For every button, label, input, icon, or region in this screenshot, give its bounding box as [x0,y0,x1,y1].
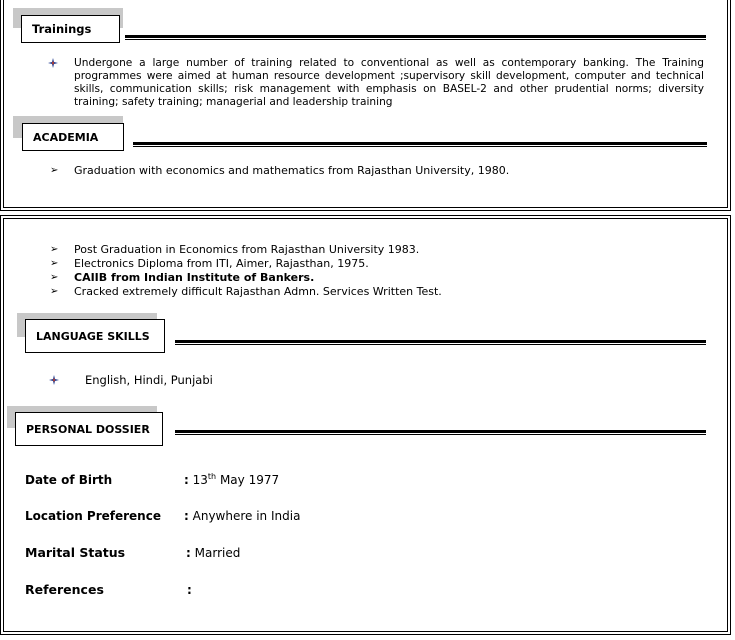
arrow-bullet-icon: ➢ [50,286,59,297]
arrow-bullet-icon: ➢ [50,258,59,269]
star-bullet-icon [49,375,59,385]
language-item: English, Hindi, Punjabi [85,373,213,387]
academia-item-graduation: Graduation with economics and mathematics from Rajasthan University, 1980. [74,164,510,177]
marital-separator: : [186,546,191,560]
academia-item-diploma: Electronics Diploma from ITI, Aimer, Rajasthan, 1975. [74,257,369,270]
dob-day: 13 [192,473,208,487]
dob-separator: : [184,473,189,487]
arrow-bullet-icon: ➢ [50,244,59,255]
references-value [187,583,192,597]
academia-item-ras: Cracked extremely difficult Rajasthan Admn. Services Written Test. [74,285,442,298]
arrow-bullet-icon: ➢ [50,272,59,283]
dossier-heading-text: PERSONAL DOSSIER [26,422,150,436]
star-bullet-icon [48,58,58,68]
dossier-heading [15,412,163,446]
arrow-bullet-icon: ➢ [50,165,59,176]
language-heading-text: LANGUAGE SKILLS [36,329,150,343]
language-rule [175,340,706,345]
dob-value [184,473,279,487]
location-separator: : [184,509,189,523]
trainings-heading [21,15,120,43]
academia-rule [133,142,707,147]
academia-heading [22,123,124,151]
language-heading [25,319,165,353]
trainings-heading-text: Trainings [32,22,92,36]
academia-item-caiib: CAIIB from Indian Institute of Bankers. [74,271,315,284]
location-text: Anywhere in India [192,509,301,523]
dob-label: Date of Birth [25,473,113,487]
dob-suffix: th [207,472,217,481]
marital-label: Marital Status [25,545,126,560]
academia-heading-text: ACADEMIA [33,130,99,144]
marital-text: Married [194,546,241,560]
academia-item-post-graduation: Post Graduation in Economics from Rajasthan University 1983. [74,243,420,256]
dossier-rule [175,430,706,435]
references-separator: : [187,583,192,597]
dob-rest: May 1977 [216,473,280,487]
references-label: References [25,582,104,597]
trainings-paragraph: Undergone a large number of training related to conventional as well as contemporary banking. The Training programmes were aimed at human resource development ;supervisory skill development, computer and technical skills, communication skills; risk management with emphasis on BASEL-2 and other prudential norms; diversity training; safety training; managerial and leadership training [74,57,704,108]
trainings-rule [125,35,706,40]
marital-value [186,546,240,560]
location-label: Location Preference [25,509,161,523]
location-value [184,509,300,523]
